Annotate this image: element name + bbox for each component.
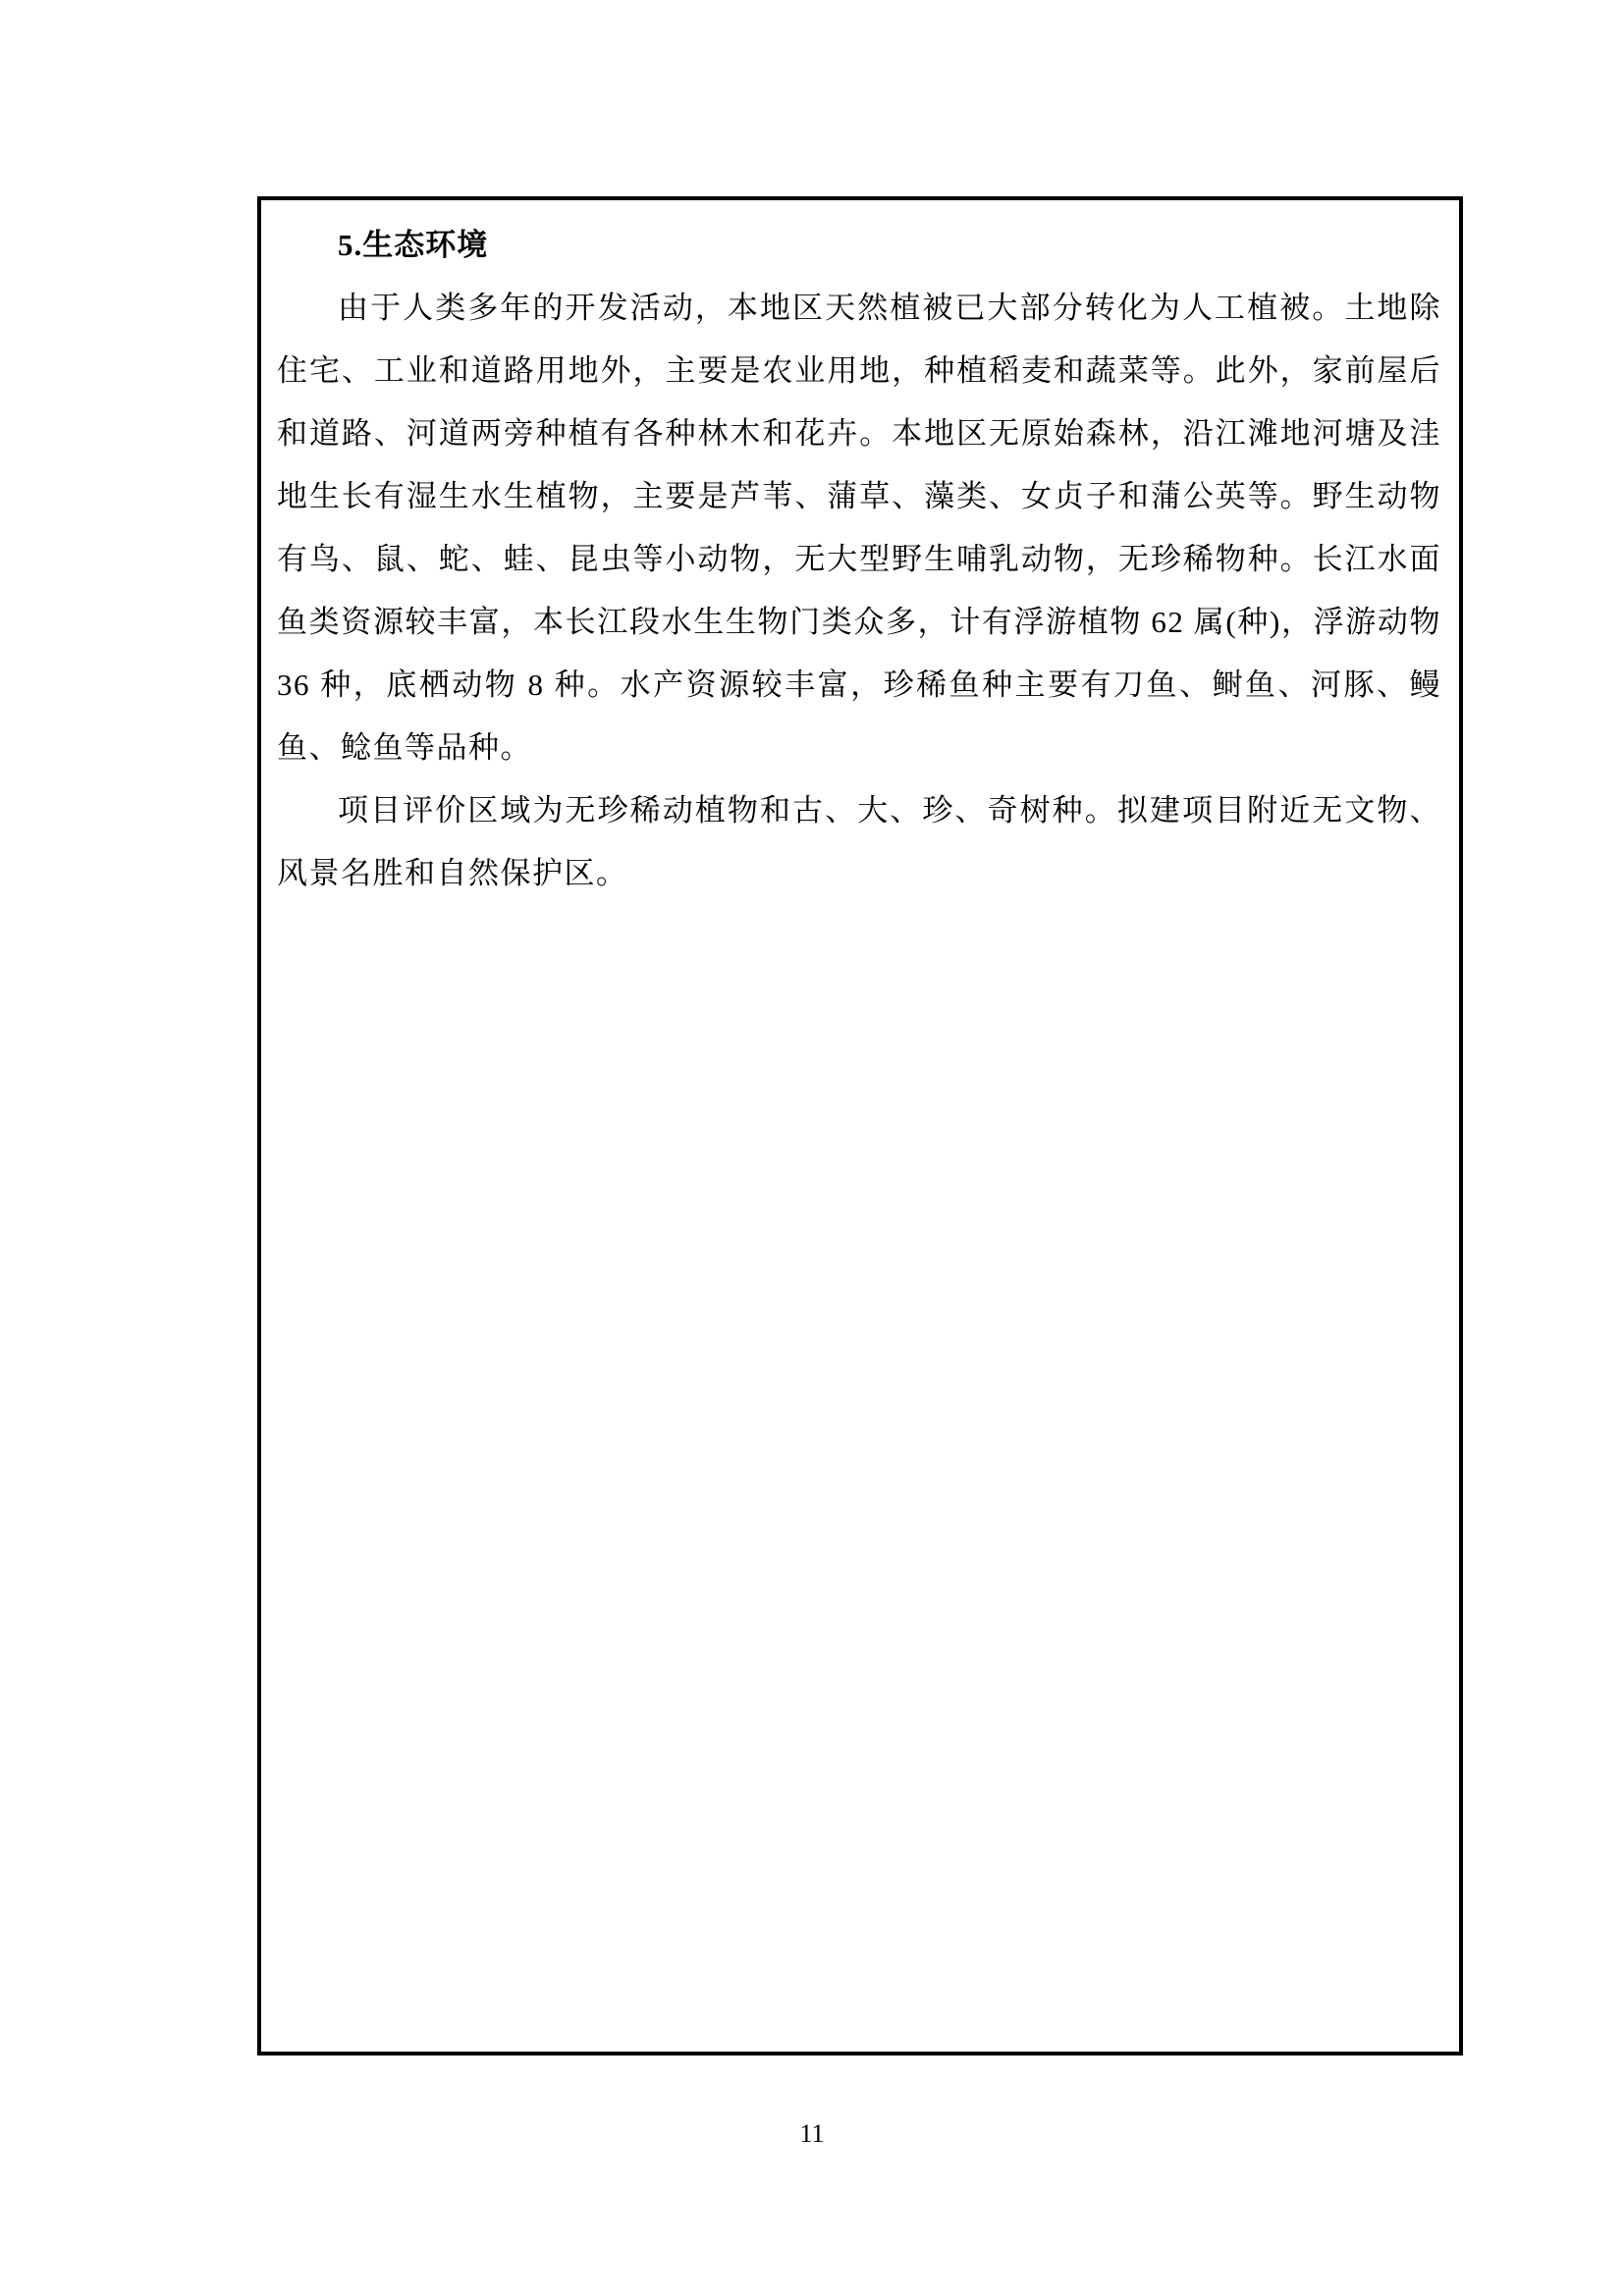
paragraph-evaluation-area: 项目评价区域为无珍稀动植物和古、大、珍、奇树种。拟建项目附近无文物、风景名胜和自然保护区。 bbox=[277, 793, 1441, 890]
paragraph-ecology-overview: 由于人类多年的开发活动，本地区天然植被已大部分转化为人工植被。土地除住宅、工业和道路用地外，主要是农业用地，种植稻麦和蔬菜等。此外，家前屋后和道路、河道两旁种植有各种林木和花卉。本地区无原始森林，沿江滩地河塘及洼地生长有湿生水生植物，主要是芦苇、蒲草、藻类、女贞子和蒲公英等。野生动物有鸟、鼠、蛇、蛙、昆虫等小动物，无大型野生哺乳动物，无珍稀物种。长江水面鱼类资源较丰富，本长江段水生生物门类众多，计有浮游植物 62 属(种)，浮游动物 36 种，底栖动物 8 种。水产资源较丰富，珍稀鱼种主要有刀鱼、鲥鱼、河豚、鳗鱼、鲶鱼等品种。 bbox=[277, 291, 1441, 765]
page-number: 11 bbox=[799, 2119, 825, 2148]
section-heading: 5.生态环境 bbox=[338, 228, 489, 262]
bordered-content-cell bbox=[257, 196, 1463, 2056]
